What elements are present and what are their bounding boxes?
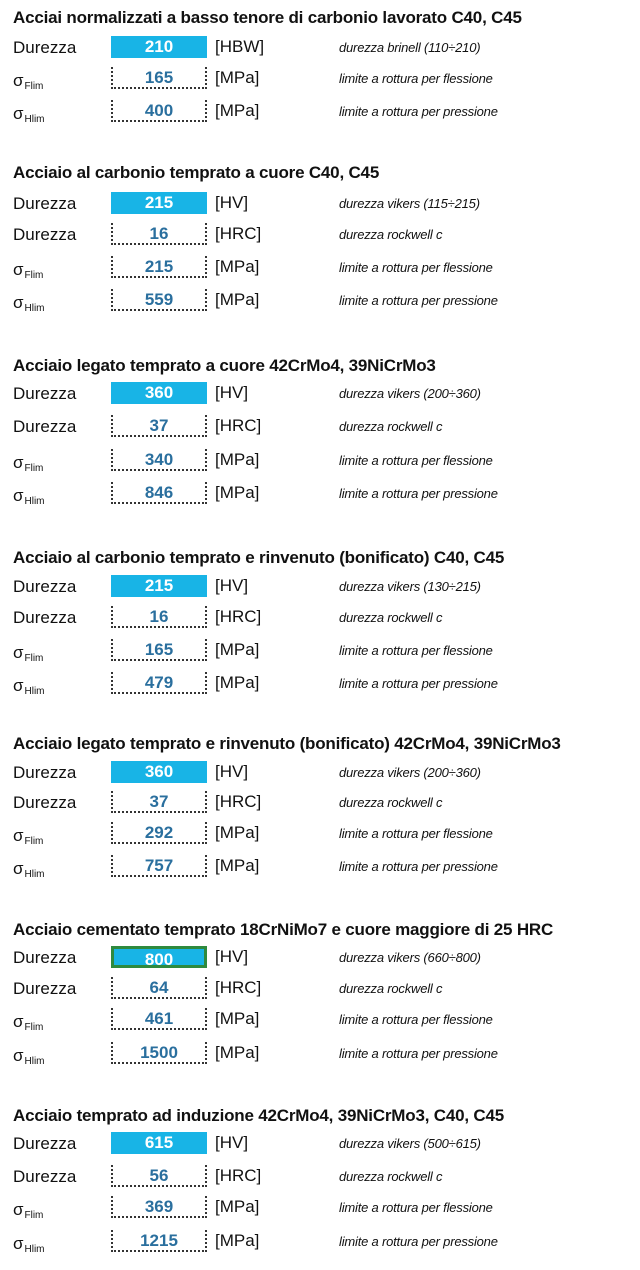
sigma-subscript: Flim xyxy=(24,1210,44,1221)
table-row xyxy=(0,670,640,698)
value-cell[interactable]: 400 xyxy=(111,100,207,122)
table-row xyxy=(0,65,640,93)
sigma-subscript: Hlim xyxy=(24,1244,45,1255)
unit-label: [MPa] xyxy=(215,823,260,842)
note-text: limite a rottura per flessione xyxy=(339,453,493,468)
unit-label: [HV] xyxy=(215,383,249,402)
table-row xyxy=(0,1040,640,1068)
table-row xyxy=(0,480,640,508)
note-text: durezza rockwell c xyxy=(339,610,443,625)
sigma-subscript: Hlim xyxy=(24,496,45,507)
section-title: Acciaio legato temprato e rinvenuto (bonificato) 42CrMo4, 39NiCrMo3 xyxy=(13,734,561,753)
durezza-label: Durezza xyxy=(13,948,77,967)
durezza-label: Durezza xyxy=(13,194,77,213)
sigma-subscript: Hlim xyxy=(24,686,45,697)
unit-label: [MPa] xyxy=(215,68,260,87)
sigma-subscript: Flim xyxy=(24,463,44,474)
sigma-label xyxy=(13,453,43,474)
unit-label: [HV] xyxy=(215,762,249,781)
unit-label: [MPa] xyxy=(215,257,260,276)
unit-label: [HV] xyxy=(215,193,249,212)
sigma-label xyxy=(13,643,43,664)
table-row xyxy=(0,98,640,126)
note-text: limite a rottura per flessione xyxy=(339,643,493,658)
sigma-subscript: Flim xyxy=(24,1022,44,1033)
table-row xyxy=(0,1006,640,1034)
value-cell[interactable]: 215 xyxy=(111,192,207,214)
table-row xyxy=(0,1194,640,1222)
sigma-subscript: Flim xyxy=(24,270,44,281)
sigma-symbol: σ xyxy=(13,1200,24,1219)
section-title: Acciai normalizzati a basso tenore di carbonio lavorato C40, C45 xyxy=(13,8,522,27)
unit-label: [HBW] xyxy=(215,37,265,56)
value-cell[interactable]: 479 xyxy=(111,672,207,694)
sigma-label xyxy=(13,1234,45,1255)
unit-label: [MPa] xyxy=(215,640,260,659)
value-cell[interactable]: 615 xyxy=(111,1132,207,1154)
durezza-label: Durezza xyxy=(13,979,77,998)
value-cell[interactable]: 210 xyxy=(111,36,207,58)
sigma-symbol: σ xyxy=(13,260,24,279)
unit-label: [MPa] xyxy=(215,1231,260,1250)
table-row xyxy=(0,1228,640,1256)
value-cell[interactable]: 846 xyxy=(111,482,207,504)
table-row xyxy=(0,34,640,62)
value-cell[interactable]: 16 xyxy=(111,606,207,628)
note-text: limite a rottura per pressione xyxy=(339,104,498,119)
sigma-label xyxy=(13,486,45,507)
unit-label: [MPa] xyxy=(215,673,260,692)
sigma-symbol: σ xyxy=(13,293,24,312)
table-row xyxy=(0,759,640,787)
note-text: limite a rottura per flessione xyxy=(339,1012,493,1027)
value-cell[interactable]: 16 xyxy=(111,223,207,245)
table-row xyxy=(0,287,640,315)
sigma-label xyxy=(13,71,43,92)
unit-label: [HRC] xyxy=(215,792,262,811)
section-title: Acciaio legato temprato a cuore 42CrMo4, 39NiCrMo3 xyxy=(13,356,436,375)
value-cell[interactable]: 360 xyxy=(111,382,207,404)
note-text: durezza vikers (115÷215) xyxy=(339,196,480,211)
table-row xyxy=(0,944,640,972)
table-row xyxy=(0,975,640,1003)
sigma-symbol: σ xyxy=(13,1012,24,1031)
table-row xyxy=(0,789,640,817)
sigma-symbol: σ xyxy=(13,1046,24,1065)
note-text: durezza rockwell c xyxy=(339,419,443,434)
value-cell[interactable]: 369 xyxy=(111,1196,207,1218)
unit-label: [MPa] xyxy=(215,1197,260,1216)
value-cell[interactable]: 360 xyxy=(111,761,207,783)
sigma-subscript: Hlim xyxy=(24,303,45,314)
note-text: durezza rockwell c xyxy=(339,227,443,242)
note-text: durezza vikers (660÷800) xyxy=(339,950,481,965)
durezza-label: Durezza xyxy=(13,1134,77,1153)
table-row xyxy=(0,221,640,249)
value-cell[interactable]: 215 xyxy=(111,575,207,597)
unit-label: [HRC] xyxy=(215,224,262,243)
sigma-symbol: σ xyxy=(13,453,24,472)
sigma-symbol: σ xyxy=(13,643,24,662)
unit-label: [HRC] xyxy=(215,978,262,997)
table-row xyxy=(0,820,640,848)
table-row xyxy=(0,604,640,632)
value-cell[interactable]: 1500 xyxy=(111,1042,207,1064)
note-text: durezza vikers (130÷215) xyxy=(339,579,481,594)
sigma-subscript: Flim xyxy=(24,81,44,92)
note-text: durezza vikers (200÷360) xyxy=(339,765,481,780)
note-text: durezza brinell (110÷210) xyxy=(339,40,481,55)
value-cell[interactable]: 64 xyxy=(111,977,207,999)
note-text: limite a rottura per pressione xyxy=(339,486,498,501)
value-cell[interactable]: 37 xyxy=(111,791,207,813)
sigma-subscript: Hlim xyxy=(24,1056,45,1067)
unit-label: [HV] xyxy=(215,947,249,966)
durezza-label: Durezza xyxy=(13,793,77,812)
value-cell[interactable]: 340 xyxy=(111,449,207,471)
note-text: limite a rottura per pressione xyxy=(339,676,498,691)
value-cell[interactable]: 215 xyxy=(111,256,207,278)
table-row xyxy=(0,1163,640,1191)
unit-label: [HRC] xyxy=(215,1166,262,1185)
sigma-label xyxy=(13,676,45,697)
note-text: durezza vikers (500÷615) xyxy=(339,1136,481,1151)
unit-label: [HRC] xyxy=(215,416,262,435)
durezza-label: Durezza xyxy=(13,577,77,596)
value-cell[interactable]: 559 xyxy=(111,289,207,311)
table-row xyxy=(0,853,640,881)
durezza-label: Durezza xyxy=(13,417,77,436)
unit-label: [MPa] xyxy=(215,856,260,875)
table-row xyxy=(0,447,640,475)
value-cell[interactable]: 461 xyxy=(111,1008,207,1030)
note-text: limite a rottura per flessione xyxy=(339,71,493,86)
note-text: limite a rottura per pressione xyxy=(339,1046,498,1061)
sigma-symbol: σ xyxy=(13,486,24,505)
sigma-symbol: σ xyxy=(13,104,24,123)
value-cell[interactable]: 37 xyxy=(111,415,207,437)
durezza-label: Durezza xyxy=(13,384,77,403)
note-text: durezza vikers (200÷360) xyxy=(339,386,481,401)
table-row xyxy=(0,573,640,601)
sigma-symbol: σ xyxy=(13,859,24,878)
sigma-label xyxy=(13,104,45,125)
sigma-label xyxy=(13,1046,45,1067)
durezza-label: Durezza xyxy=(13,225,77,244)
sigma-subscript: Hlim xyxy=(24,869,45,880)
sigma-label xyxy=(13,859,45,880)
unit-label: [HV] xyxy=(215,576,249,595)
note-text: limite a rottura per flessione xyxy=(339,260,493,275)
table-row xyxy=(0,1130,640,1158)
sigma-label xyxy=(13,1200,43,1221)
value-cell[interactable]: 56 xyxy=(111,1165,207,1187)
unit-label: [MPa] xyxy=(215,1009,260,1028)
sigma-subscript: Flim xyxy=(24,653,44,664)
sigma-symbol: σ xyxy=(13,676,24,695)
sigma-label xyxy=(13,260,43,281)
table-row xyxy=(0,254,640,282)
table-row xyxy=(0,413,640,441)
note-text: limite a rottura per pressione xyxy=(339,859,498,874)
section-title: Acciaio al carbonio temprato a cuore C40, C45 xyxy=(13,163,380,182)
unit-label: [MPa] xyxy=(215,483,260,502)
sigma-subscript: Hlim xyxy=(24,114,45,125)
unit-label: [MPa] xyxy=(215,290,260,309)
value-cell[interactable]: 165 xyxy=(111,639,207,661)
note-text: limite a rottura per flessione xyxy=(339,826,493,841)
unit-label: [MPa] xyxy=(215,101,260,120)
durezza-label: Durezza xyxy=(13,38,77,57)
durezza-label: Durezza xyxy=(13,608,77,627)
sigma-symbol: σ xyxy=(13,71,24,90)
note-text: limite a rottura per pressione xyxy=(339,293,498,308)
unit-label: [HRC] xyxy=(215,607,262,626)
section-title: Acciaio temprato ad induzione 42CrMo4, 39NiCrMo3, C40, C45 xyxy=(13,1106,504,1125)
sigma-label xyxy=(13,293,45,314)
value-cell[interactable]: 800 xyxy=(111,946,207,968)
value-cell[interactable]: 1215 xyxy=(111,1230,207,1252)
value-cell[interactable]: 165 xyxy=(111,67,207,89)
sigma-label xyxy=(13,826,43,847)
section-title: Acciaio cementato temprato 18CrNiMo7 e cuore maggiore di 25 HRC xyxy=(13,920,554,939)
durezza-label: Durezza xyxy=(13,1167,77,1186)
unit-label: [MPa] xyxy=(215,450,260,469)
sigma-label xyxy=(13,1012,43,1033)
note-text: limite a rottura per pressione xyxy=(339,1234,498,1249)
note-text: durezza rockwell c xyxy=(339,795,443,810)
section-title: Acciaio al carbonio temprato e rinvenuto (bonificato) C40, C45 xyxy=(13,548,505,567)
table-row xyxy=(0,380,640,408)
note-text: durezza rockwell c xyxy=(339,981,443,996)
unit-label: [MPa] xyxy=(215,1043,260,1062)
value-cell[interactable]: 757 xyxy=(111,855,207,877)
value-cell[interactable]: 292 xyxy=(111,822,207,844)
note-text: durezza rockwell c xyxy=(339,1169,443,1184)
sigma-symbol: σ xyxy=(13,826,24,845)
durezza-label: Durezza xyxy=(13,763,77,782)
table-row xyxy=(0,190,640,218)
note-text: limite a rottura per flessione xyxy=(339,1200,493,1215)
sigma-subscript: Flim xyxy=(24,836,44,847)
table-row xyxy=(0,637,640,665)
sigma-symbol: σ xyxy=(13,1234,24,1253)
unit-label: [HV] xyxy=(215,1133,249,1152)
